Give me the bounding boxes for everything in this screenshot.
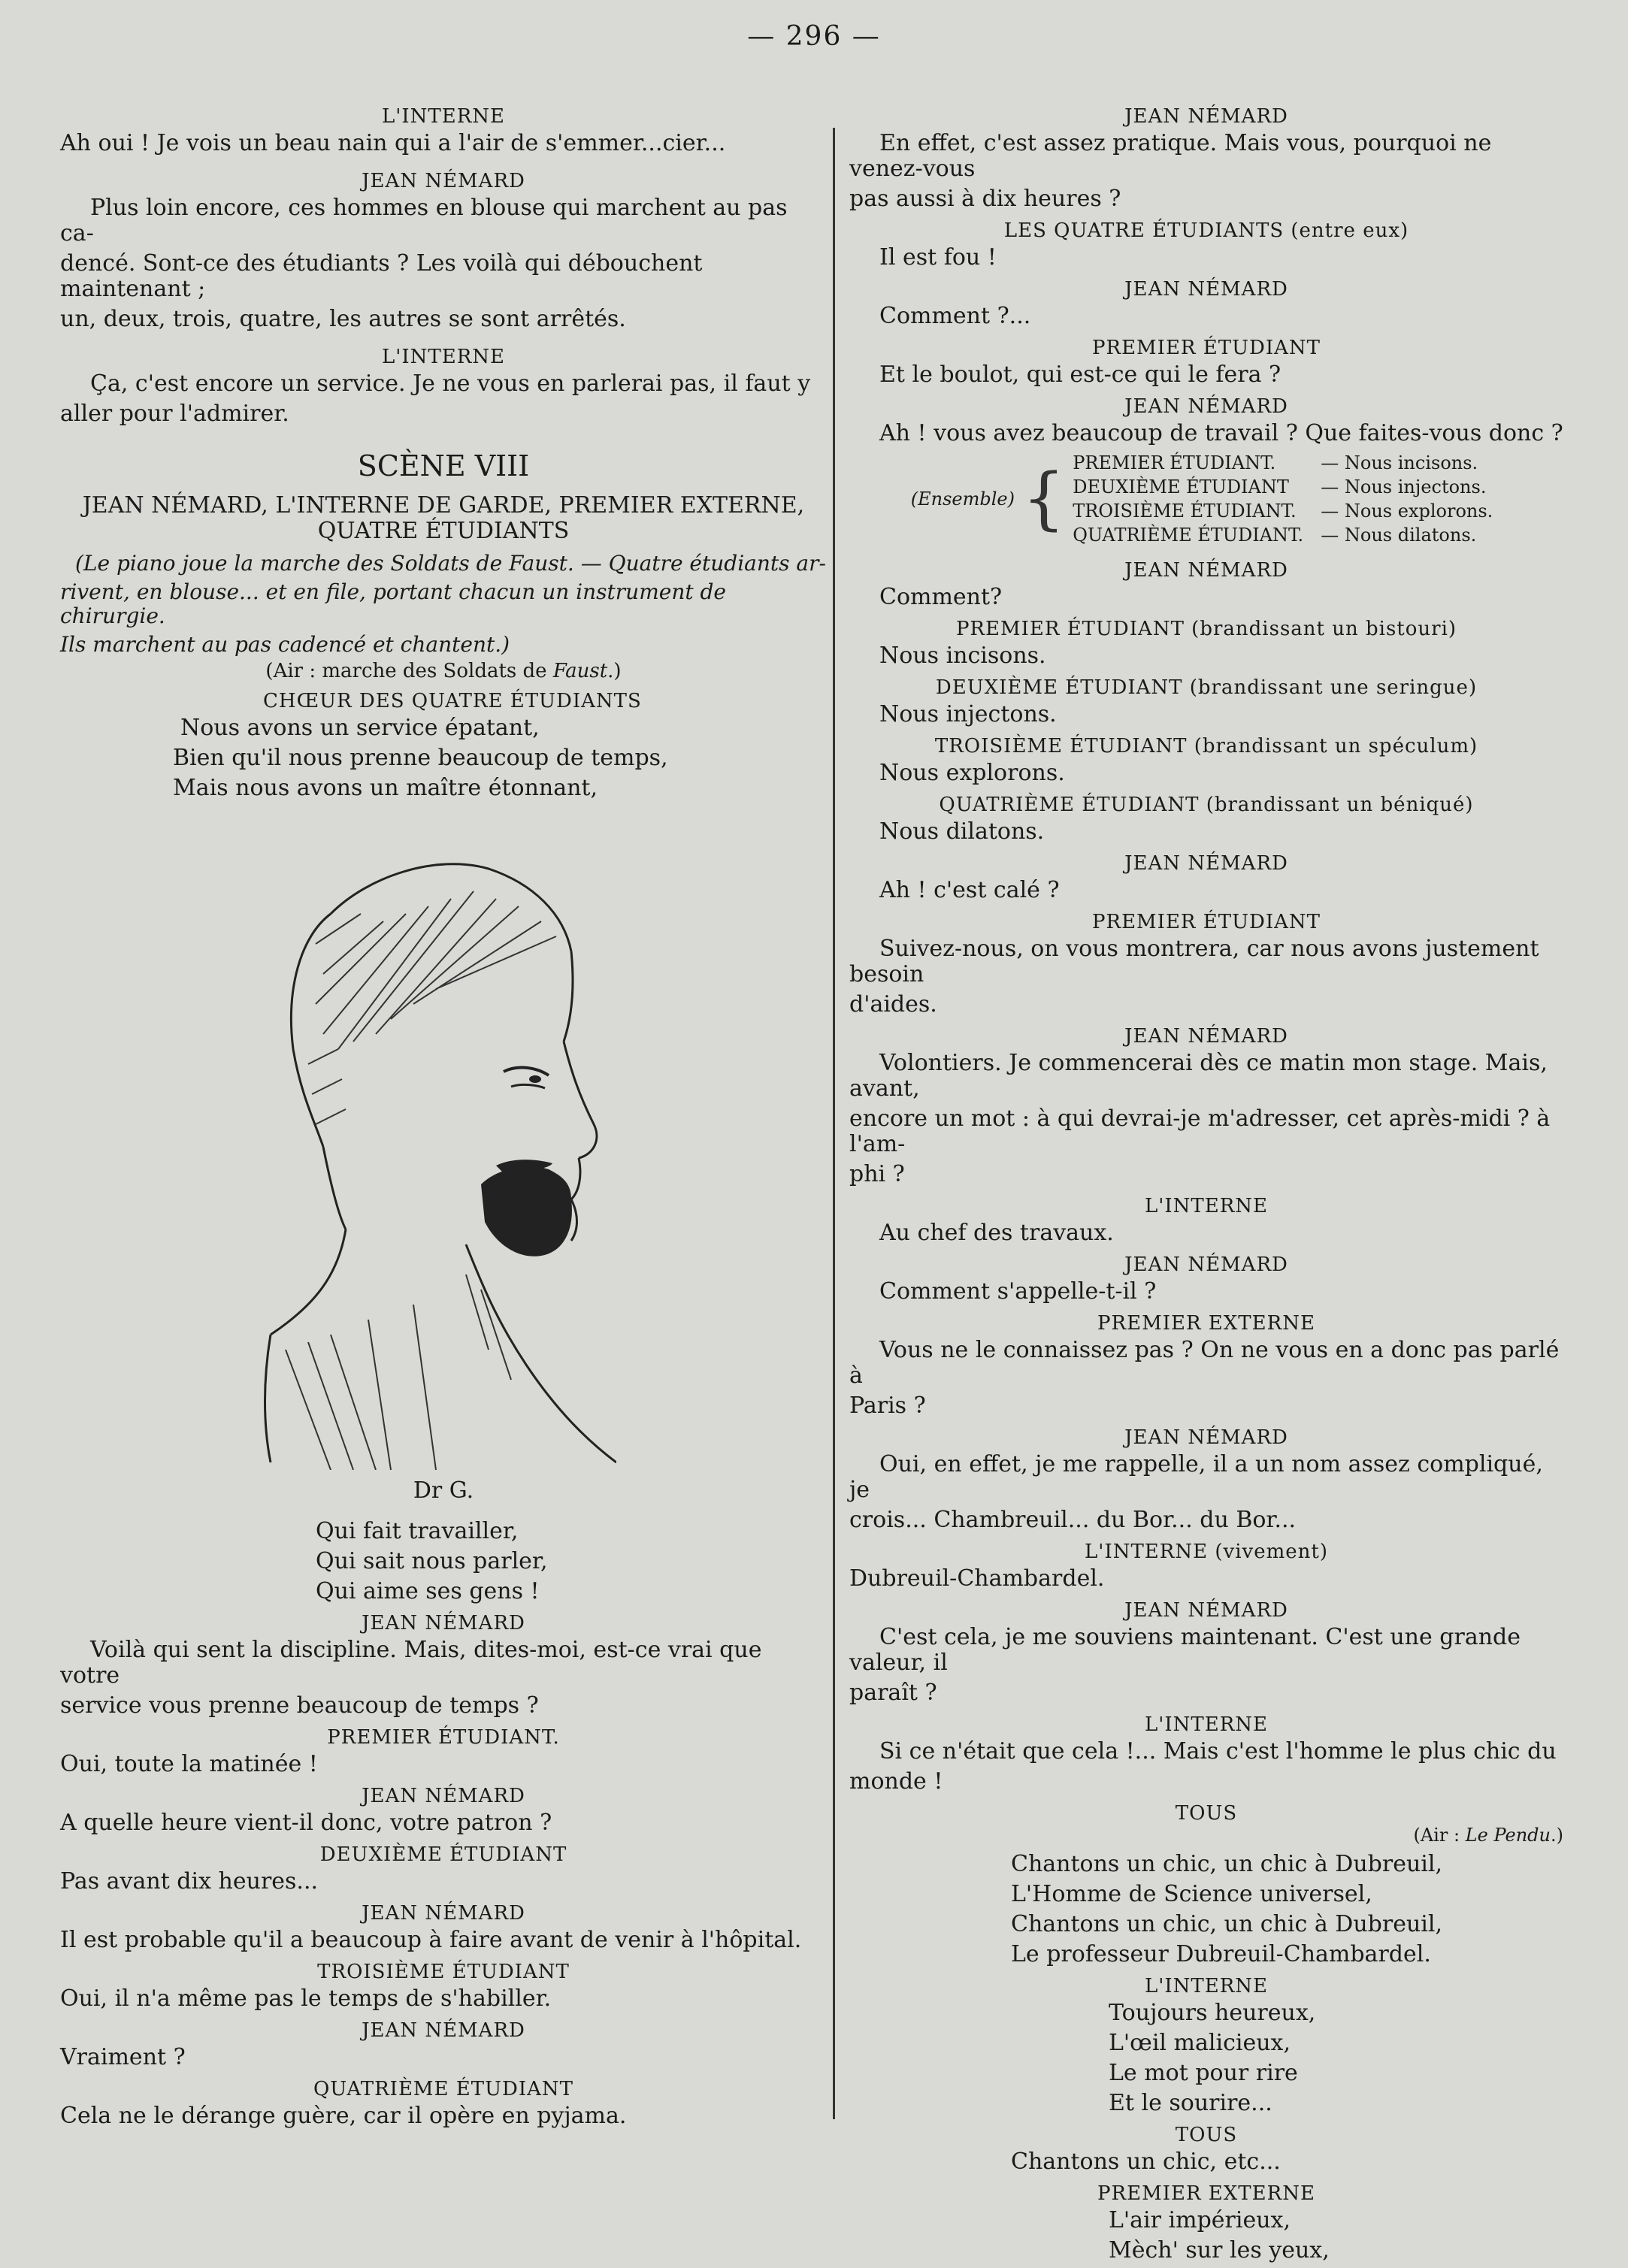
dialogue-line: Volontiers. Je commencerai dès ce matin mon stage. Mais, avant, — [849, 1050, 1548, 1102]
dialogue-line: Vraiment ? — [60, 2044, 186, 2070]
speaker-name: PREMIER ÉTUDIANT (brandissant un bistouri) — [955, 618, 1457, 640]
verse-line: Qui sait nous parler, — [316, 1548, 548, 1574]
air-suffix: .) — [1551, 1825, 1563, 1846]
dialogue-line: service vous prenne beaucoup de temps ? — [60, 1692, 539, 1719]
song-verse — [849, 1852, 1563, 1967]
speaker-name: DEUXIÈME ÉTUDIANT — [319, 1843, 567, 1866]
air-suffix: .) — [607, 660, 622, 682]
dialogue-line: Voilà qui sent la discipline. Mais, dites-moi, est-ce vrai que votre — [60, 1637, 762, 1689]
speaker-name: JEAN NÉMARD — [362, 170, 525, 192]
dialogue-block — [60, 1612, 827, 2129]
air-note — [60, 660, 827, 682]
speaker-name: PREMIER EXTERNE — [1097, 1312, 1315, 1335]
speaker-name: PREMIER EXTERNE — [1097, 2182, 1315, 2205]
left-column — [60, 98, 827, 2133]
speaker-name: L'INTERNE (vivement) — [1085, 1541, 1328, 1563]
chorus-title: CHŒUR DES QUATRE ÉTUDIANTS — [263, 690, 642, 712]
air-title: Le Pendu — [1465, 1825, 1551, 1846]
ensemble-role: QUATRIÈME ÉTUDIANT. — [1073, 525, 1304, 546]
speaker-name: JEAN NÉMARD — [1124, 852, 1288, 875]
air-prefix: (Air : — [1413, 1825, 1466, 1846]
stage-direction-line: (Le piano joue la marche des Soldats de Faust. — Quatre étudiants ar- — [75, 551, 826, 576]
dialogue-block — [849, 559, 1563, 1795]
song-verse — [849, 2208, 1563, 2263]
ensemble-row — [1073, 499, 1493, 523]
dialogue-line: encore un mot : à qui devrai-je m'adresser, cet après-midi ? à l'am- — [849, 1105, 1551, 1157]
verse-line: Qui fait travailler, — [316, 1518, 519, 1544]
dialogue-line: Pas avant dix heures... — [60, 1868, 319, 1895]
right-column — [849, 98, 1563, 2268]
verse-line: Le mot pour rire — [1109, 2060, 1298, 2086]
ensemble-role: PREMIER ÉTUDIANT. — [1073, 452, 1276, 473]
scene-title: SCÈNE VIII — [357, 449, 530, 482]
dialogue-line: pas aussi à dix heures ? — [849, 186, 1121, 212]
dialogue-block — [60, 105, 827, 427]
dialogue-line: Suivez-nous, on vous montrera, car nous avons justement besoin — [849, 936, 1539, 987]
stage-direction — [60, 552, 827, 657]
ensemble-role: DEUXIÈME ÉTUDIANT — [1073, 476, 1289, 497]
speaker-name: L'INTERNE — [1144, 1975, 1269, 1997]
dialogue-line: Nous injectons. — [879, 701, 1057, 727]
verse-line: Mais nous avons un maître étonnant, — [173, 775, 598, 801]
ensemble-row — [1073, 523, 1493, 547]
verse-line: L'œil malicieux, — [1109, 2030, 1291, 2056]
speaker-name: JEAN NÉMARD — [1124, 105, 1288, 128]
speaker-name: JEAN NÉMARD — [362, 1785, 525, 1807]
song-verse — [849, 2000, 1563, 2116]
speaker-name: L'INTERNE — [381, 105, 506, 128]
speaker-name: L'INTERNE — [1144, 1195, 1269, 1217]
verse-line: Bien qu'il nous prenne beaucoup de temps, — [173, 745, 668, 771]
dialogue-line: phi ? — [849, 1161, 905, 1187]
verse-line: L'Homme de Science universel, — [1011, 1881, 1372, 1907]
speaker-name: LES QUATRE ÉTUDIANTS (entre eux) — [1003, 219, 1409, 242]
verse-line: Et le sourire... — [1109, 2090, 1272, 2116]
dialogue-line: dencé. Sont-ce des étudiants ? Les voilà qui débouchent maintenant ; — [60, 250, 703, 302]
verse-line: Nous avons un service épatant, — [180, 715, 540, 741]
speaker-name: JEAN NÉMARD — [362, 2019, 525, 2042]
stage-direction-line: Ils marchent au pas cadencé et chantent.) — [60, 632, 510, 657]
speaker-name: JEAN NÉMARD — [1124, 278, 1288, 301]
ensemble-row — [1073, 475, 1493, 499]
speaker-name: PREMIER ÉTUDIANT — [1092, 337, 1321, 359]
dialogue-line: Paris ? — [849, 1393, 926, 1419]
dialogue-line: Ça, c'est encore un service. Je ne vous en parlerai pas, il faut y — [90, 370, 811, 397]
speaker-name: QUATRIÈME ÉTUDIANT — [313, 2078, 574, 2100]
dialogue-line: un, deux, trois, quatre, les autres se sont arrêtés. — [60, 306, 626, 332]
verse-line: Chantons un chic, un chic à Dubreuil, — [1011, 1911, 1442, 1937]
dialogue-line: Ah ! c'est calé ? — [879, 877, 1060, 903]
speaker-name: TOUS — [1175, 2124, 1238, 2146]
dialogue-line: Au chef des travaux. — [879, 1220, 1114, 1246]
speaker-name: JEAN NÉMARD — [1124, 395, 1288, 418]
speaker-name: DEUXIÈME ÉTUDIANT (brandissant une seringue) — [935, 676, 1478, 699]
chorus-verse-continued — [60, 1519, 827, 1604]
ensemble-line: — Nous dilatons. — [1321, 525, 1477, 546]
dialogue-line: Oui, en effet, je me rappelle, il a un nom assez compliqué, je — [849, 1451, 1543, 1503]
dialogue-line: Plus loin encore, ces hommes en blouse qui marchent au pas ca- — [60, 195, 788, 246]
speaker-name: PREMIER ÉTUDIANT. — [327, 1726, 560, 1749]
dialogue-line: Comment? — [879, 584, 1003, 610]
dialogue-line: d'aides. — [849, 991, 937, 1018]
dialogue-line: Et le boulot, qui est-ce qui le fera ? — [879, 361, 1282, 388]
dialogue-line: Nous incisons. — [879, 643, 1046, 669]
speaker-name: JEAN NÉMARD — [362, 1612, 525, 1634]
speaker-name: JEAN NÉMARD — [1124, 1599, 1288, 1622]
brace-icon: { — [1022, 459, 1066, 538]
speaker-name: L'INTERNE — [381, 346, 506, 368]
portrait-sketch — [241, 824, 616, 1470]
verse-line: Toujours heureux, — [1109, 2000, 1316, 2026]
air-title: Faust — [552, 660, 608, 682]
speaker-name: JEAN NÉMARD — [1124, 1025, 1288, 1048]
speaker-name: JEAN NÉMARD — [362, 1902, 525, 1925]
dialogue-line: crois... Chambreuil... du Bor... du Bor... — [849, 1507, 1297, 1533]
dialogue-line: Si ce n'était que cela !... Mais c'est l'homme le plus chic du — [879, 1738, 1557, 1765]
air-note — [849, 1825, 1563, 1846]
ensemble-line: — Nous explorons. — [1321, 500, 1493, 522]
scene-characters-line: JEAN NÉMARD, L'INTERNE DE GARDE, PREMIER EXTERNE, — [82, 492, 805, 519]
ensemble-line: — Nous incisons. — [1321, 452, 1478, 473]
dialogue-line: Vous ne le connaissez pas ? On ne vous en a donc pas parlé à — [849, 1337, 1560, 1389]
dialogue-line: Ah oui ! Je vois un beau nain qui a l'air de s'emmer...cier... — [60, 130, 726, 156]
scene-characters-line: QUATRE ÉTUDIANTS — [317, 518, 570, 544]
verse-line: Qui aime ses gens ! — [316, 1578, 540, 1604]
scene-characters — [60, 493, 827, 544]
verse-line: Chantons un chic, etc... — [1011, 2149, 1281, 2175]
ensemble-label: (Ensemble) — [910, 488, 1015, 510]
dialogue-line: En effet, c'est assez pratique. Mais vous, pourquoi ne venez-vous — [849, 130, 1492, 182]
speaker-name: L'INTERNE — [1144, 1713, 1269, 1736]
speaker-name: JEAN NÉMARD — [1124, 1253, 1288, 1276]
speaker-name: JEAN NÉMARD — [1124, 559, 1288, 582]
dialogue-line: Ah ! vous avez beaucoup de travail ? Que faites-vous donc ? — [879, 420, 1563, 446]
speaker-name: PREMIER ÉTUDIANT — [1092, 911, 1321, 933]
dialogue-line: C'est cela, je me souviens maintenant. C'est une grande valeur, il — [849, 1624, 1521, 1676]
stage-direction-line: rivent, en blouse... et en file, portant chacun un instrument de chirurgie. — [60, 579, 727, 628]
speaker-name: TROISIÈME ÉTUDIANT (brandissant un spéculum) — [934, 735, 1478, 758]
dialogue-line: Il est probable qu'il a beaucoup à faire avant de venir à l'hôpital. — [60, 1927, 802, 1953]
dialogue-line: Cela ne le dérange guère, car il opère en pyjama. — [60, 2103, 627, 2129]
dialogue-line: Il est fou ! — [879, 244, 997, 271]
ensemble-block — [894, 451, 1563, 547]
dialogue-line: Nous dilatons. — [879, 818, 1045, 845]
speaker-name: TOUS — [1175, 1802, 1238, 1825]
dialogue-line: A quelle heure vient-il donc, votre patron ? — [60, 1810, 552, 1836]
dialogue-line: Comment ?... — [879, 303, 1031, 329]
speaker-name: JEAN NÉMARD — [1124, 1426, 1288, 1449]
dialogue-line: Oui, toute la matinée ! — [60, 1751, 318, 1777]
ensemble-line: — Nous injectons. — [1321, 476, 1487, 497]
speaker-name: QUATRIÈME ÉTUDIANT (brandissant un béniqué) — [939, 794, 1474, 816]
portrait-caption: Dr G. — [413, 1477, 474, 1504]
dialogue-block — [849, 105, 1563, 446]
air-prefix: (Air : marche des Soldats de — [265, 660, 553, 682]
speaker-name: TROISIÈME ÉTUDIANT — [317, 1961, 570, 1983]
dialogue-line: Comment s'appelle-t-il ? — [879, 1278, 1157, 1305]
dialogue-line: aller pour l'admirer. — [60, 401, 289, 427]
column-divider — [833, 128, 835, 2119]
dialogue-line: Oui, il n'a même pas le temps de s'habiller. — [60, 1985, 552, 2012]
chorus-verse — [60, 715, 827, 801]
verse-line: Mèch' sur les yeux, — [1109, 2237, 1330, 2263]
ensemble-row — [1073, 451, 1493, 475]
dialogue-line: Nous explorons. — [879, 760, 1065, 786]
ensemble-list — [1073, 451, 1493, 547]
verse-line: L'air impérieux, — [1109, 2207, 1291, 2233]
ensemble-role: TROISIÈME ÉTUDIANT. — [1073, 500, 1297, 522]
dialogue-line: paraît ? — [849, 1680, 937, 1706]
dialogue-line: monde ! — [849, 1768, 943, 1795]
dialogue-line: Dubreuil-Chambardel. — [849, 1565, 1105, 1592]
page-number: — 296 — — [747, 21, 881, 52]
verse-line: Chantons un chic, un chic à Dubreuil, — [1011, 1851, 1442, 1877]
verse-line: Le professeur Dubreuil-Chambardel. — [1011, 1941, 1431, 1967]
